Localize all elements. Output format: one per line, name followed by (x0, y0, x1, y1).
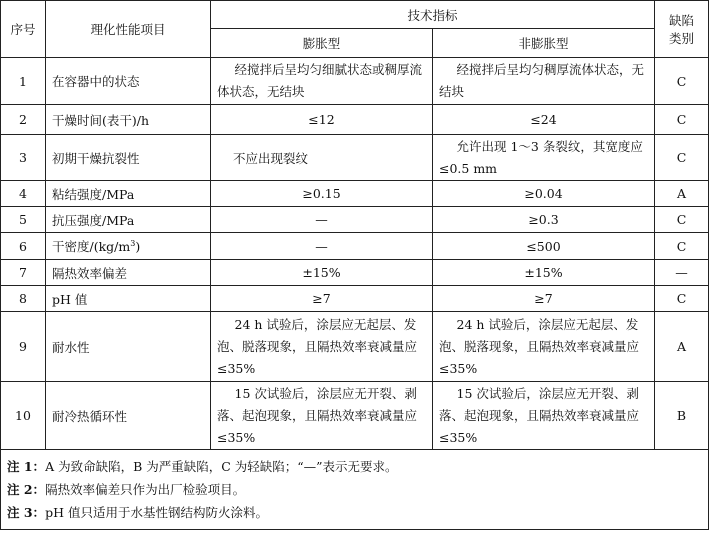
row-item: 隔热效率偏差 (46, 260, 211, 286)
row-nonexpand-value: ≥0.04 (433, 181, 655, 207)
row-nonexpand-value: ≥0.3 (433, 207, 655, 233)
row-expand-value (211, 312, 433, 382)
row-item: 初期干燥抗裂性 (46, 135, 211, 181)
row-nonexpand-value: ≤500 (433, 233, 655, 260)
note-text: A 为致命缺陷，B 为严重缺陷，C 为轻缺陷；“—”表示无要求。 (45, 459, 398, 474)
note-label: 注 1： (7, 459, 46, 474)
note-label: 注 3： (7, 505, 46, 520)
row-category: A (655, 312, 709, 382)
row-item: 耐冷热循环性 (46, 382, 211, 450)
row-number: 1 (1, 58, 46, 105)
table-row (1, 233, 709, 260)
row-nonexpand-text: 24 h 试验后，涂层应无起层、发泡、脱落现象，且隔热效率衰减量应≤35% (439, 316, 640, 376)
row-item-superscript: 3 (130, 238, 136, 248)
note-text: pH 值只适用于水基性钢结构防火涂料。 (45, 505, 268, 520)
header-defect-line1: 缺陷 (669, 13, 695, 28)
table-row (1, 207, 709, 233)
row-expand-value (211, 382, 433, 450)
table-row (1, 312, 709, 382)
row-item: 在容器中的状态 (46, 58, 211, 105)
row-item (46, 233, 211, 260)
row-category: C (655, 58, 709, 105)
table-row (1, 260, 709, 286)
row-number: 5 (1, 207, 46, 233)
row-category: C (655, 286, 709, 312)
row-expand-value: ≤12 (211, 105, 433, 135)
row-nonexpand-value: ≤24 (433, 105, 655, 135)
row-item: 干燥时间(表干)/h (46, 105, 211, 135)
row-number: 10 (1, 382, 46, 450)
note-text: 隔热效率偏差只作为出厂检验项目。 (45, 482, 246, 497)
header-defect-category (655, 1, 709, 58)
note-1 (7, 455, 702, 478)
row-category: B (655, 382, 709, 450)
table-row (1, 135, 709, 181)
row-nonexpand-value (433, 382, 655, 450)
row-expand-value: ≥0.15 (211, 181, 433, 207)
note-label: 注 2： (7, 482, 46, 497)
notes-row (1, 450, 709, 530)
row-nonexpand-value (433, 312, 655, 382)
header-defect-line2: 类别 (669, 31, 695, 46)
table-row (1, 286, 709, 312)
table-row (1, 105, 709, 135)
row-number: 8 (1, 286, 46, 312)
header-tech: 技术指标 (211, 1, 655, 29)
row-number: 9 (1, 312, 46, 382)
row-item-suffix: ) (135, 239, 141, 254)
row-number: 6 (1, 233, 46, 260)
row-item: 抗压强度/MPa (46, 207, 211, 233)
table-row (1, 181, 709, 207)
row-category: — (655, 260, 709, 286)
row-nonexpand-value: ≥7 (433, 286, 655, 312)
row-category: C (655, 207, 709, 233)
row-number: 4 (1, 181, 46, 207)
row-number: 7 (1, 260, 46, 286)
note-3 (7, 501, 702, 524)
row-category: A (655, 181, 709, 207)
row-nonexpand-value: ±15% (433, 260, 655, 286)
header-row-1 (1, 1, 709, 29)
table-row (1, 382, 709, 450)
row-nonexpand-text: 15 次试验后，涂层应无开裂、剥落、起泡现象，且隔热效率衰减量应≤35% (439, 385, 640, 445)
row-expand-value: ≥7 (211, 286, 433, 312)
header-expand: 膨胀型 (211, 29, 433, 58)
row-category: C (655, 105, 709, 135)
row-nonexpand-text: 允许出现 1～3 条裂纹，其宽度应≤0.5 mm (439, 138, 643, 176)
row-category: C (655, 233, 709, 260)
header-item: 理化性能项目 (46, 1, 211, 58)
row-nonexpand-value (433, 135, 655, 181)
row-nonexpand-value (433, 58, 655, 105)
row-category: C (655, 135, 709, 181)
row-number: 2 (1, 105, 46, 135)
row-item: 耐水性 (46, 312, 211, 382)
row-expand-text: 15 次试验后，涂层应无开裂、剥落、起泡现象，且隔热效率衰减量应≤35% (217, 385, 418, 445)
row-item: pH 值 (46, 286, 211, 312)
row-expand-value (211, 58, 433, 105)
header-seq: 序号 (1, 1, 46, 58)
note-2 (7, 478, 702, 501)
row-expand-value: — (211, 233, 433, 260)
header-nonexpand: 非膨胀型 (433, 29, 655, 58)
row-number: 3 (1, 135, 46, 181)
row-expand-text: 24 h 试验后，涂层应无起层、发泡、脱落现象，且隔热效率衰减量应≤35% (217, 316, 418, 376)
table-row (1, 58, 709, 105)
row-item: 粘结强度/MPa (46, 181, 211, 207)
row-expand-value: ±15% (211, 260, 433, 286)
row-nonexpand-text: 经搅拌后呈均匀稠厚流体状态，无结块 (439, 62, 645, 99)
row-expand-value: 不应出现裂纹 (211, 135, 433, 181)
row-item-prefix: 干密度/(kg/m (52, 239, 131, 254)
table-notes (1, 450, 709, 530)
row-expand-text: 经搅拌后呈均匀细腻状态或稠厚流体状态，无结块 (217, 62, 423, 99)
row-expand-value: — (211, 207, 433, 233)
